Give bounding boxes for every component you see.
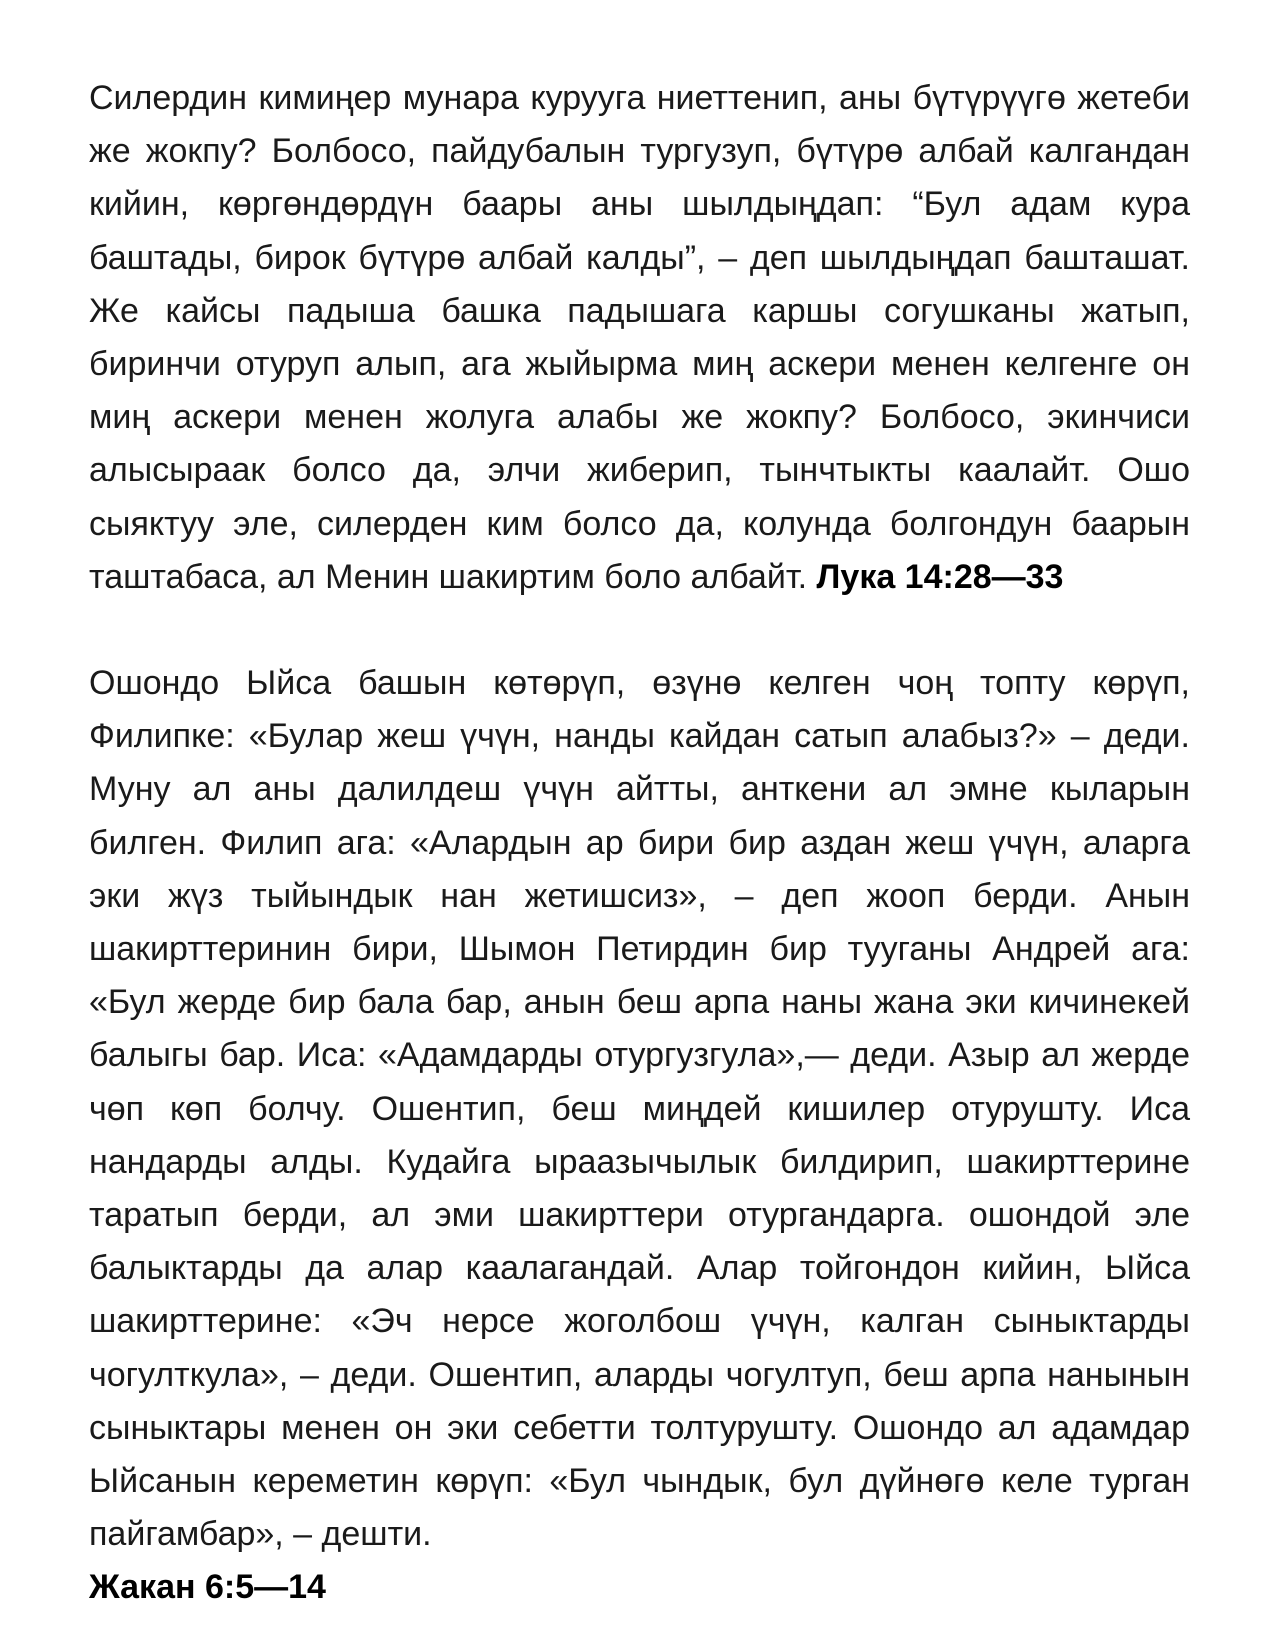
passage-text: Ошондо Ыйса башын көтөрүп, өзүнө келген чоң топту көрүп, Филипке: «Булар жеш үчүн, нанды кайдан сатып алабыз?» – деди. Муну ал аны далилдеш үчүн айтты, анткени ал эмне кыларын билген. Филип ага: «Алардын ар бири бир аздан жеш үчүн, аларга эки жүз тыйындык нан жетишсиз», – деп жооп берди. Анын шакирттеринин бири, Шымон Петирдин бир тууганы Андрей ага: «Бул жерде бир бала бар, анын беш арпа наны жана эки кичинекей балыгы бар. Иса: «Адамдарды отургузгула»,— деди. Азыр ал жерде чөп көп болчу. Ошентип, беш миңдей кишилер отурушту. Иса нандарды алды. Кудайга ыраазычылык билдирип, шакирттерине таратып берди, ал эми шакирттери отургандарга. ошондой эле балыктарды да алар каалагандай. Алар тойгондон кийин, Ыйса шакирттерине: «Эч нерсе жоголбош үчүн, калган сыныктарды чогулткула», – деди. Ошентип, аларды чогултуп, беш арпа нанынын сыныктары менен он эки себетти толтурушту. Ошондо ал адамдар Ыйсанын кереметин көрүп: «Бул чындык, бул дүйнөгө келе турган пайгамбар», – дешти. [89,664,1190,1554]
scripture-reference: Лука 14:28—33 [816,557,1064,596]
passage-text: Силердин кимиңер мунара курууга ниеттенип, аны бүтүрүүгө жетеби же жокпу? Болбосо, пайдубалын тургузуп, бүтүрө албай калгандан кийин, көргөндөрдүн баары аны шылдыңдап: “Бул адам кура баштады, бирок бүтүрө албай калды”, – деп шылдыңдап башташат. Же кайсы падыша башка падышага каршы согушканы жатып, биринчи отуруп алып, ага жыйырма миң аскери менен келгенге он миң аскери менен жолуга алабы же жокпу? Болбосо, экинчиси алысыраак болсо да, элчи жиберип, тынчтыкты каалайт. Ошо сыяктуу эле, силерден ким болсо да, колунда болгондун баарын таштабаса, ал Менин шакиртим боло албайт. [89,79,1190,596]
scripture-reference: Жакан 6:5—14 [89,1568,326,1607]
document-page [89,72,1190,1615]
passage-john [89,657,1190,1615]
passage-luke [89,72,1190,604]
